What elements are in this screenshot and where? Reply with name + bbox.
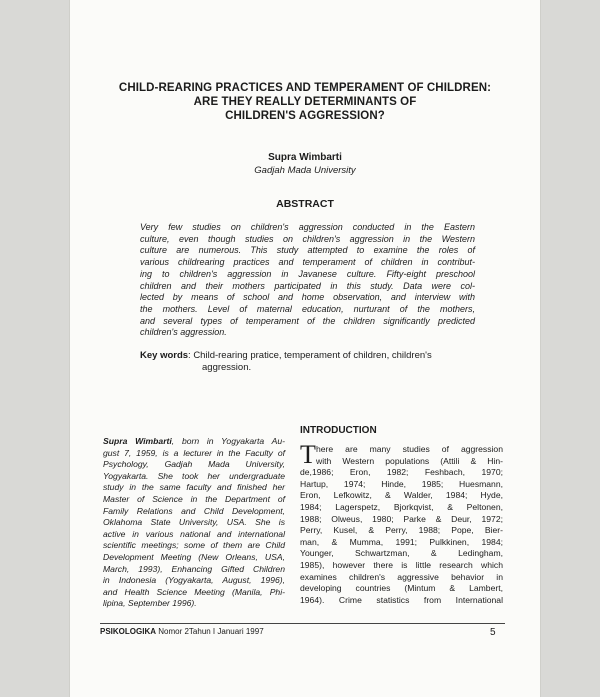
drop-cap: T — [300, 440, 316, 469]
intro-line: with Western populations (Attili & Hin- — [316, 455, 503, 466]
abstract-line: and several types of temperament of the children significantly predicted — [140, 315, 475, 326]
abstract-line: Very few studies on children's aggression conducted in the Eastern — [140, 222, 475, 232]
bio-line: study in the same faculty and finished her — [103, 482, 285, 493]
keywords-text: : Child-rearing pratice, temperament of children, children's — [188, 350, 432, 361]
abstract-line: culture are numerous. This study attempted to examine the roles of — [140, 245, 475, 256]
bio-line: Master of Science in the Department of — [103, 493, 285, 504]
title-line: ARE THEY REALLY DETERMINANTS OF — [193, 96, 417, 108]
title-line: CHILDREN'S AGGRESSION? — [225, 110, 385, 122]
keywords — [140, 350, 475, 374]
journal-name: PSIKOLOGIKA — [100, 627, 157, 636]
footer-divider — [100, 623, 505, 624]
abstract-heading: ABSTRACT — [276, 198, 334, 210]
bio-line: Family Relations and Child Development, — [103, 505, 285, 516]
intro-line: 1985), however there is little research which — [300, 559, 503, 570]
bio-line: scientific meetings; some of them are Child — [103, 540, 285, 551]
intro-line: examines children's aggressive behavior in — [300, 571, 503, 582]
bio-line: in Indonesia (Yogyakarta, August, 1996), — [103, 575, 285, 586]
abstract-line: children's aggression. — [140, 327, 227, 338]
bio-line: March, 1993), Enhancing Gifted Children — [103, 563, 285, 574]
bio-line: Yogyakarta. She took her undergraduate — [103, 470, 285, 481]
abstract-line: the mothers. Level of maternal education, nurturant of the mothers, — [140, 303, 475, 314]
bio-line: Oklahoma State University, USA. She is — [103, 517, 285, 528]
footer-journal-info — [100, 627, 264, 636]
author-affiliation: Gadjah Mada University — [254, 165, 356, 176]
bio-line: active in various national and international — [103, 528, 285, 539]
intro-line: Hartup, 1974; Hinde, 1985; Huesmann, — [300, 478, 503, 489]
intro-line: Perry, Kusel, & Perry, 1988; Pope, Bier- — [300, 525, 503, 536]
intro-line: 1984; Lagerspetz, Bjorkqvist, & Peltonen, — [300, 501, 503, 512]
intro-line: Eron, Lefkowitz, & Walder, 1984; Hyde, — [300, 490, 503, 501]
keywords-label: Key words — [140, 350, 189, 361]
intro-line: de,1986; Eron, 1982; Feshbach, 1970; — [300, 467, 503, 478]
bio-line: Psychology, Gadjah Mada University, — [103, 459, 285, 470]
abstract-line: various childrearing practices and temperament of children in contribut- — [140, 257, 475, 268]
journal-issue: Nomor 2Tahun I Januari 1997 — [156, 627, 264, 636]
intro-line: Younger, Schwartzman, & Ledingham, — [300, 548, 503, 559]
bio-line: and Health Science Meeting (Manila, Phi- — [103, 586, 285, 597]
abstract-line: ing to children's aggression in Javanese culture. Fifty-eight preschool — [140, 268, 475, 279]
bio-line: lipina, September 1996). — [103, 598, 197, 609]
title-line: CHILD-REARING PRACTICES AND TEMPERAMENT OF CHILDREN: — [118, 82, 492, 94]
keywords-text-cont: aggression. — [202, 362, 252, 373]
bio-line: , born in Yogyakarta Au- — [171, 436, 285, 446]
intro-line: 1964). Crime statistics from International — [300, 594, 503, 605]
introduction-text — [300, 440, 503, 606]
introduction-heading: INTRODUCTION — [300, 425, 377, 436]
abstract-line: children and their mothers participated in this study. Data were col- — [140, 280, 475, 291]
author-bio — [103, 436, 285, 610]
abstract-line: lected by means of school and home observation, and interview with — [140, 292, 475, 303]
intro-line: 1988; Olweus, 1980; Parke & Deur, 1972; — [300, 513, 503, 524]
abstract-line: culture, even though studies on children's aggression in the Western — [140, 233, 475, 244]
intro-line: man, & Mumma, 1991; Pulkkinen, 1984; — [300, 536, 503, 547]
bio-name: Supra Wimbarti — [103, 436, 172, 446]
intro-line: here are many studies of aggression — [316, 444, 503, 454]
author-name: Supra Wimbarti — [268, 152, 342, 163]
intro-line: developing countries (Mintum & Lambert, — [300, 583, 503, 594]
bio-line: Development Meeting (New Orleans, USA, — [103, 551, 285, 562]
paper-title — [70, 81, 540, 123]
page-number: 5 — [490, 627, 496, 638]
abstract-text — [140, 222, 475, 339]
paper-page — [70, 0, 540, 697]
bio-line: gust 7, 1959, is a lecturer in the Faculty of — [103, 447, 285, 458]
